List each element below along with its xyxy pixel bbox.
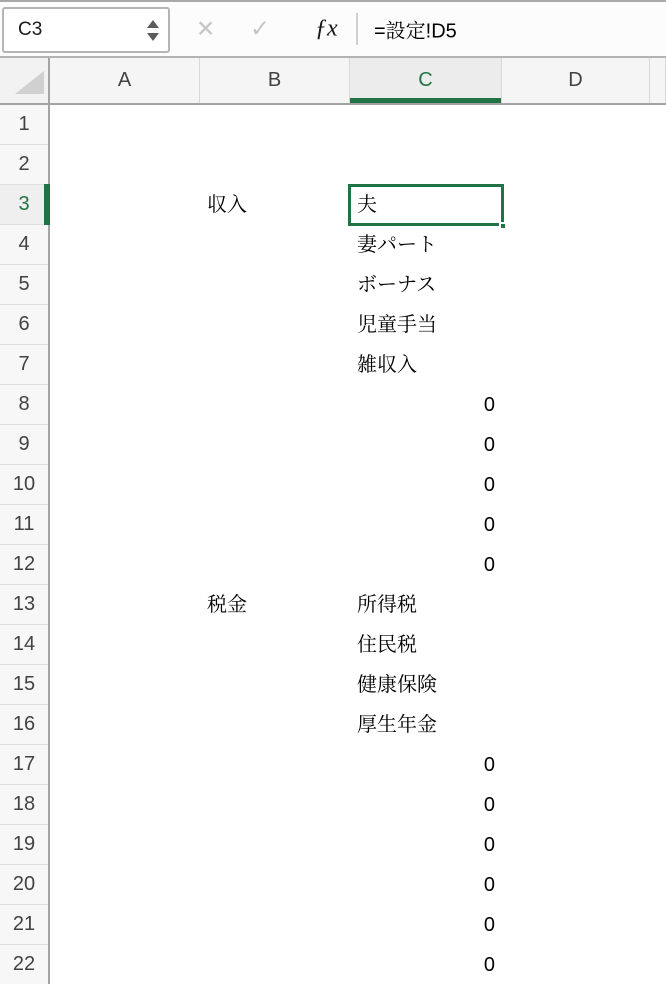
row-header-15[interactable]: 15 xyxy=(0,665,48,705)
cell-C3[interactable]: 夫 xyxy=(357,194,377,216)
column-header-D[interactable]: D xyxy=(502,58,650,103)
formula-bar xyxy=(0,0,666,58)
cell-C14[interactable]: 住民税 xyxy=(357,634,417,656)
row-header-20[interactable]: 20 xyxy=(0,865,48,905)
cell-C17[interactable]: 0 xyxy=(483,754,495,776)
sheet-grid[interactable] xyxy=(50,105,666,984)
cell-C16[interactable]: 厚生年金 xyxy=(357,714,437,736)
cell-C5[interactable]: ボーナス xyxy=(357,274,437,296)
row-header-13[interactable]: 13 xyxy=(0,585,48,625)
cell-C19[interactable]: 0 xyxy=(483,834,495,856)
row-header-11[interactable]: 11 xyxy=(0,505,48,545)
cell-C10[interactable]: 0 xyxy=(483,474,495,496)
row-header-21[interactable]: 21 xyxy=(0,905,48,945)
row-header-16[interactable]: 16 xyxy=(0,705,48,745)
cell-C9[interactable]: 0 xyxy=(483,434,495,456)
cell-C11[interactable]: 0 xyxy=(483,514,495,536)
name-box-value: C3 xyxy=(18,19,43,40)
row-header-4[interactable]: 4 xyxy=(0,225,48,265)
cell-C20[interactable]: 0 xyxy=(483,874,495,896)
stepper-down-icon[interactable] xyxy=(147,33,159,41)
cell-C22[interactable]: 0 xyxy=(483,954,495,976)
cell-C12[interactable]: 0 xyxy=(483,554,495,576)
row-header-17[interactable]: 17 xyxy=(0,745,48,785)
row-header-19[interactable]: 19 xyxy=(0,825,48,865)
cell-C18[interactable]: 0 xyxy=(483,794,495,816)
name-box-stepper[interactable] xyxy=(147,20,159,41)
row-header-3[interactable]: 3 xyxy=(0,185,48,225)
row-header-5[interactable]: 5 xyxy=(0,265,48,305)
column-header-B[interactable]: B xyxy=(200,58,350,103)
column-header-partial[interactable] xyxy=(650,58,666,103)
column-header-C[interactable]: C xyxy=(350,58,502,103)
row-header-2[interactable]: 2 xyxy=(0,145,48,185)
cell-C4[interactable]: 妻パート xyxy=(357,234,437,256)
stepper-up-icon[interactable] xyxy=(147,20,159,28)
cell-B3[interactable]: 収入 xyxy=(207,194,247,216)
cell-C15[interactable]: 健康保険 xyxy=(357,674,437,696)
select-all-corner[interactable] xyxy=(0,58,50,103)
row-headers xyxy=(0,105,50,984)
insert-function-icon[interactable]: ƒx xyxy=(315,15,338,42)
cell-B13[interactable]: 税金 xyxy=(207,594,247,616)
row-header-18[interactable]: 18 xyxy=(0,785,48,825)
cell-C6[interactable]: 児童手当 xyxy=(357,314,437,336)
formula-input[interactable]: =設定!D5 xyxy=(374,20,457,43)
formula-bar-divider xyxy=(356,13,358,45)
cell-C13[interactable]: 所得税 xyxy=(357,594,417,616)
row-header-12[interactable]: 12 xyxy=(0,545,48,585)
select-all-triangle-icon xyxy=(15,71,44,94)
cell-C21[interactable]: 0 xyxy=(483,914,495,936)
row-header-7[interactable]: 7 xyxy=(0,345,48,385)
name-box[interactable] xyxy=(2,7,170,53)
row-header-22[interactable]: 22 xyxy=(0,945,48,984)
cell-C7[interactable]: 雑収入 xyxy=(357,354,417,376)
cell-C8[interactable]: 0 xyxy=(483,394,495,416)
row-header-10[interactable]: 10 xyxy=(0,465,48,505)
cancel-icon[interactable]: ✕ xyxy=(196,15,216,42)
sheet-body xyxy=(0,105,666,984)
row-header-14[interactable]: 14 xyxy=(0,625,48,665)
column-headers xyxy=(0,58,666,105)
fill-handle[interactable] xyxy=(499,222,507,230)
row-header-6[interactable]: 6 xyxy=(0,305,48,345)
confirm-icon[interactable]: ✓ xyxy=(250,15,271,43)
row-header-1[interactable]: 1 xyxy=(0,105,48,145)
row-header-8[interactable]: 8 xyxy=(0,385,48,425)
column-header-A[interactable]: A xyxy=(50,58,200,103)
row-header-9[interactable]: 9 xyxy=(0,425,48,465)
